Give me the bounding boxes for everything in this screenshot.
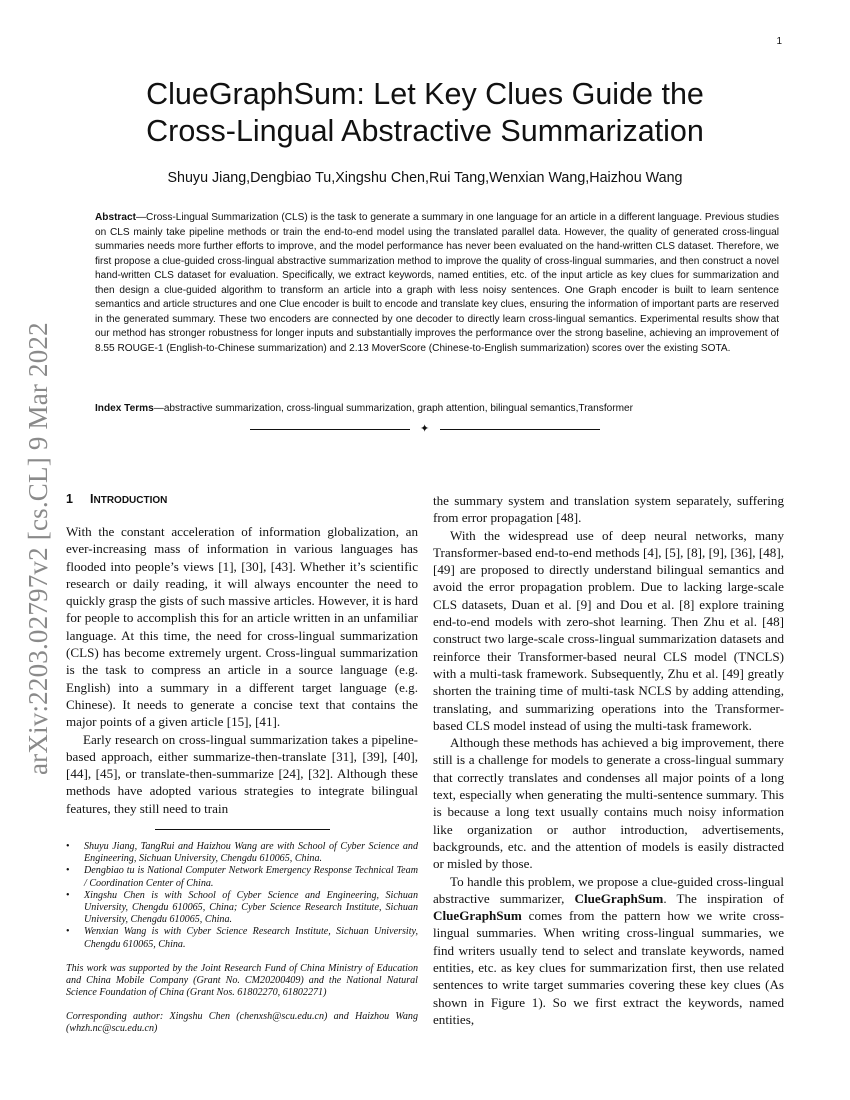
intro-paragraph-3: the summary system and translation system separately, suffering from error propagation [48]. xyxy=(433,493,784,526)
section-divider xyxy=(250,423,600,435)
section-title-rest: NTRODUCTION xyxy=(93,495,168,506)
corresponding-author-note: Corresponding author: Xingshu Chen (chenxsh@scu.edu.cn) and Haizhou Wang (whzh.nc@scu.edu.cn) xyxy=(66,1011,418,1035)
section-heading-introduction xyxy=(66,490,418,510)
footnote-text: Wenxian Wang is with Cyber Science Research Institute, Sichuan University, Chengdu 610065, China. xyxy=(84,926,418,950)
intro-paragraph-1: With the constant acceleration of information globalization, an ever-increasing mass of information in various languages has flooded into people’s views [1], [30], [43]. Whether it’s scientific research or daily reading, it will always encounter the need to quickly grasp the gists of such massive articles. However, it is hard for people to accomplish this for an article written in an unfamiliar language. At this time, the need for cross-lingual summarization (CLS) has become extremely urgent. Cross-lingual summarization is the task to compress an article in a source language (e.g. English) into a summary in a different target language (e.g. Chinese). It needs to generate a concise text that contains the major points of a given article [15], [41]. xyxy=(66,524,418,730)
divider-line-right xyxy=(440,429,600,430)
abstract-text: —Cross-Lingual Summarization (CLS) is the task to generate a summary in one language for an article in a different language. Previous studies on CLS mainly take pipeline methods or train the end-to-end model using the translated parallel data. However, the quality of generated cross-lingual summaries needs more further efforts to improve, and the model performance has never been evaluated on the hand-written CLS dataset. Therefore, we first propose a clue-guided cross-lingual abstractive summarization method to improve the quality of cross-lingual summaries, and then construct a novel hand-written CLS dataset for evaluation. Specifically, we extract keywords, named entities, etc. of the input article as key clues for summarization and then design a clue-guided algorithm to transform an article into a graph with less noisy sentences. One Graph encoder is built to learn sentence semantics and article structures and one Clue encoder is built to encode and translate key clues, ensuring the information of important parts are reserved in the generated summary. These two encoders are connected by one decoder to directly learn cross-lingual semantics. Experimental results show that our method has stronger robustness for longer inputs and substantially improves the performance over the strong baseline, achieving an improvement of 8.55 ROUGE-1 (English-to-Chinese summarization) and 2.13 MoverScore (Chinese-to-English summarization) scores over the existing SOTA. xyxy=(95,212,779,354)
method-name-bold-2: ClueGraphSum xyxy=(433,908,522,924)
paragraph-6-part-1: To handle this problem, we propose a clue-guided cross-lingual abstractive summarizer, xyxy=(433,873,784,906)
intro-paragraph-5: Although these methods has achieved a big improvement, there still is a challenge for models to generate a cross-lingual summary that correctly translates and condenses all major points of a long text, especially when generating the multi-sentence summary. This is because a long text usually contains much noisy information like organization or author introduction, advertisements, backgrounds, etc. and the attention of models is easily distracted or misled by those. xyxy=(433,735,784,872)
footnote-text: Shuyu Jiang, TangRui and Haizhou Wang are with School of Cyber Science and Engineering, Sichuan University, Chengdu 610065, China. xyxy=(84,841,418,865)
index-terms-text: —abstractive summarization, cross-lingual summarization, graph attention, bilingual semantics,Transformer xyxy=(153,403,633,414)
paragraph-6-part-2: . The inspiration of xyxy=(663,890,784,906)
title-line-1: ClueGraphSum: Let Key Clues Guide the xyxy=(146,77,704,111)
abstract xyxy=(95,211,779,356)
right-column xyxy=(433,492,784,1028)
section-title-initial: I xyxy=(90,492,94,506)
abstract-label: Abstract xyxy=(95,212,136,223)
divider-line-left xyxy=(250,429,410,430)
intro-paragraph-4: With the widespread use of deep neural networks, many Transformer-based end-to-end methods [4], [5], [8], [9], [36], [48], [49] are proposed to directly understand bilingual semantics and avoid the error propagation problem. Due to lacking large-scale CLS datasets, Duan et al. [9] and Dou et al. [8] explore training end-to-end models with zero-shot learning. Then Zhu et al. [48] construct two large-scale cross-lingual summarization datasets and reinforce their Transformer-based neural CLS model (TNCLS) with a multi-task framework. Subsequently, Zhu et al. [49] greatly shorten the training time of multi-task NCLS by adding attending, translating, and summarizing operations into the Transformer-based CLS model instead of using the multi-task framework. xyxy=(433,527,784,733)
left-column xyxy=(66,490,418,817)
footnote-item xyxy=(66,865,418,889)
divider-diamond-icon: ✦ xyxy=(420,423,430,435)
index-terms-label: Index Terms xyxy=(95,403,154,414)
author-list: Shuyu Jiang,Dengbiao Tu,Xingshu Chen,Rui Tang,Wenxian Wang,Haizhou Wang xyxy=(167,170,683,186)
funding-note: This work was supported by the Joint Research Fund of China Ministry of Education and China Mobile Company (Grant No. CM20200409) and the National Natural Science Foundation of China (Grant Nos. 61802270, 61802271) xyxy=(66,963,418,999)
footnote-item xyxy=(66,926,418,950)
bullet-icon: • xyxy=(66,926,70,938)
footnote-rule xyxy=(155,829,330,830)
method-name-bold-1: ClueGraphSum xyxy=(574,890,664,906)
footnote-text: Xingshu Chen is with School of Cyber Science and Engineering, Sichuan University, Chengdu 610065, China; Cyber Science Research Institute, Sichuan University, Chengdu 610065, China. xyxy=(84,889,418,926)
footnote-item xyxy=(66,890,418,927)
bullet-icon: • xyxy=(66,841,70,852)
intro-paragraph-6 xyxy=(433,873,784,1029)
paper-title xyxy=(60,76,790,150)
author-footnotes xyxy=(66,841,418,951)
index-terms xyxy=(95,402,779,416)
title-line-2: Cross-Lingual Abstractive Summarization xyxy=(146,114,704,148)
intro-paragraph-2: Early research on cross-lingual summarization takes a pipeline-based approach, either summarize-then-translate [31], [39], [40], [44], [45], or translate-then-summarize [24], [32]. Although these methods have adopted various strategies to integrate bilingual features, they still need to train xyxy=(66,731,418,816)
arxiv-identifier-stamp: arXiv:2203.02797v2 [cs.CL] 9 Mar 2022 xyxy=(23,322,53,775)
bullet-icon: • xyxy=(66,865,70,877)
paragraph-6-part-3: comes from the pattern how we write cross-lingual summaries. When writing cross-lingual summaries, we find writers usually tend to select and translate keywords, named entities, etc. as key clues for summarization first, then use related sentences to write target summaries covering these key clues (As shown in Figure 1). So we first extract the keywords, named entities, xyxy=(433,908,784,1027)
bullet-icon: • xyxy=(66,889,70,901)
section-number: 1 xyxy=(66,492,73,506)
footnote-item xyxy=(66,841,418,865)
footnote-text: Dengbiao tu is National Computer Network Emergency Response Technical Team / Coordination Center of China. xyxy=(84,865,418,889)
page-number: 1 xyxy=(776,36,782,47)
